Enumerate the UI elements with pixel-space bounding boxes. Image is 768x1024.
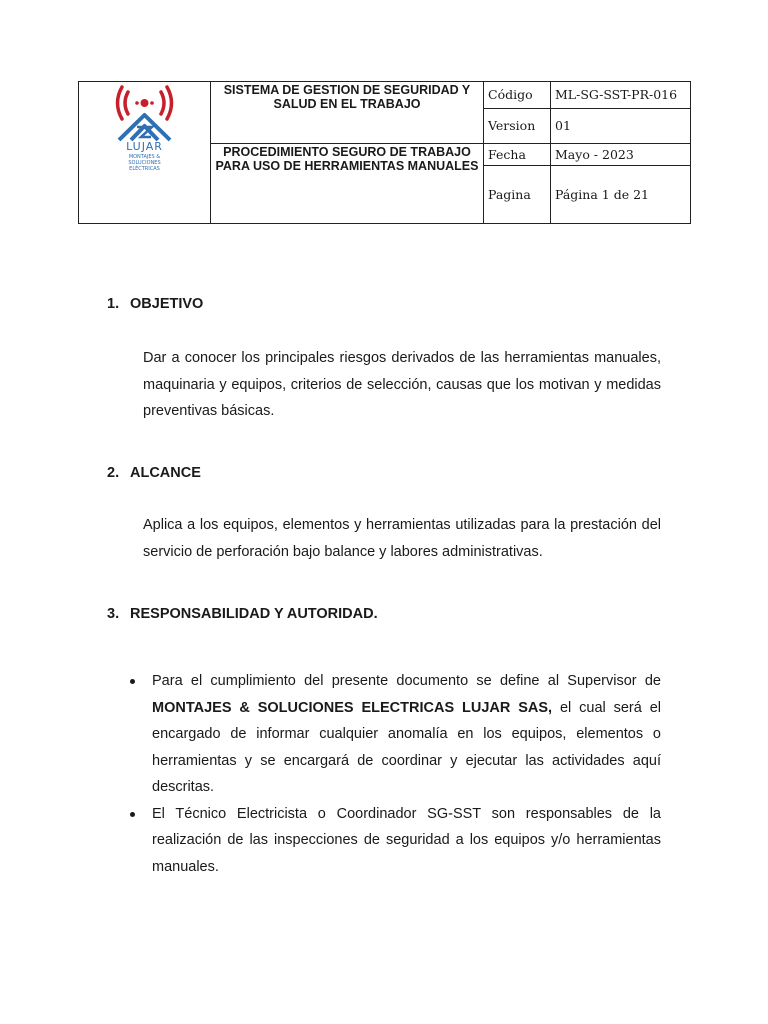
section-2-heading [107,465,201,481]
section-2-number: 2. [107,465,120,481]
pagina-label: Pagina [484,165,551,223]
section-3-heading [107,606,378,622]
section-1-title: OBJETIVO [130,296,204,312]
section-1-text: Dar a conocer los principales riesgos derivados de las herramientas manuales, maquinaria y equipos, criterios de selección, causas que los motivan y medidas preventivas básicas. [143,350,661,419]
list-item-text-end: el cual será el encargado de informar cualquier anomalía en los equipos, elementos o herramientas y se encargará de coordinar y ejecutar las actividades aquí descritas. [152,699,661,795]
section-2-text: Aplica a los equipos, elementos y herramientas utilizadas para la prestación del servicio de perforación bajo balance y labores administrativas. [143,517,661,560]
version-label: Version [484,108,551,144]
section-3-number: 3. [107,606,120,622]
section-3-title: RESPONSABILIDAD Y AUTORIDAD. [130,606,378,622]
system-title: SISTEMA DE GESTION DE SEGURIDAD Y SALUD EN EL TRABAJO [211,82,484,144]
list-item-text-start: Para el cumplimiento del presente documento se define al Supervisor de [152,673,661,689]
version-value: 01 [551,108,691,144]
responsibility-list [128,668,661,880]
codigo-value: ML-SG-SST-PR-016 [551,82,691,109]
fecha-label: Fecha [484,144,551,165]
section-1-number: 1. [107,296,120,312]
bullet-icon [130,679,135,684]
logo-name: LUJAR [126,140,163,153]
pagina-value: Página 1 de 21 [551,165,691,223]
list-item-text: El Técnico Electricista o Coordinador SG-SST son responsables de la realización de las inspecciones de seguridad a los equipos y/o herramientas manuales. [152,805,661,875]
logo-tagline: MONTAJES & SOLUCIONES ELÉCTRICAS [128,154,161,172]
section-1-heading [107,296,203,312]
procedure-title: PROCEDIMIENTO SEGURO DE TRABAJO PARA USO DE HERRAMIENTAS MANUALES [211,144,484,224]
bullet-icon [130,812,135,817]
company-logo [79,82,210,223]
list-item [128,668,661,801]
list-item [128,801,661,881]
fecha-value: Mayo - 2023 [551,144,691,165]
section-2-title: ALCANCE [130,465,201,481]
company-name: MONTAJES & SOLUCIONES ELECTRICAS LUJAR SAS, [152,699,553,716]
codigo-label: Código [484,82,551,109]
